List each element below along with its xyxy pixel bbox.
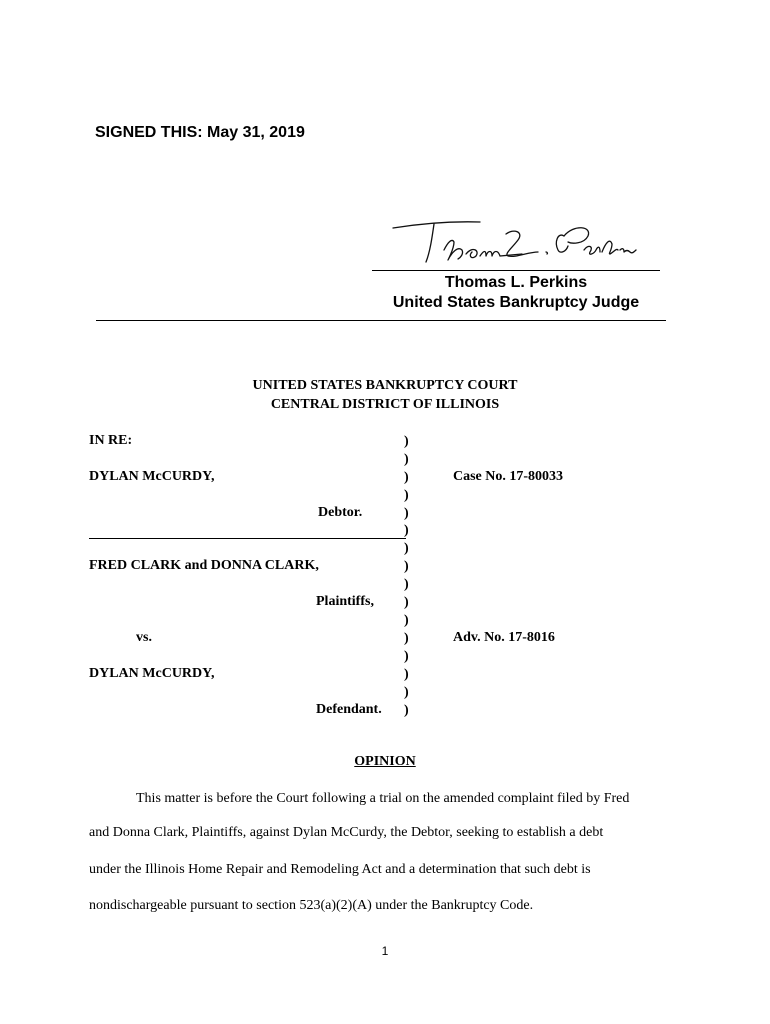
caption-paren: ) (404, 434, 409, 449)
caption-paren: ) (404, 577, 409, 592)
caption-paren: ) (404, 703, 409, 718)
judge-name: Thomas L. Perkins (444, 274, 588, 291)
caption-paren: ) (404, 523, 409, 538)
caption-paren: ) (404, 595, 409, 610)
court-name: UNITED STATES BANKRUPTCY COURT (252, 378, 518, 393)
caption-paren: ) (404, 559, 409, 574)
caption-paren: ) (404, 613, 409, 628)
caption-debtor-name: DYLAN McCURDY, (89, 469, 215, 484)
opinion-text-line: under the Illinois Home Repair and Remodeling Act and a determination that such debt is (89, 862, 591, 877)
caption-paren: ) (404, 667, 409, 682)
adversary-number: Adv. No. 17-8016 (453, 630, 555, 645)
caption-defendant-name: DYLAN McCURDY, (89, 666, 215, 681)
header-divider (96, 320, 666, 321)
caption-paren: ) (404, 488, 409, 503)
page-number: 1 (381, 944, 389, 958)
signature-line (372, 270, 660, 271)
caption-paren: ) (404, 470, 409, 485)
judge-signature-image (388, 212, 638, 268)
opinion-heading: OPINION (354, 754, 416, 769)
case-number: Case No. 17-80033 (453, 469, 564, 484)
signed-date-line: SIGNED THIS: May 31, 2019 (95, 124, 305, 141)
caption-debtor-label: Debtor. (318, 505, 363, 520)
caption-vs: vs. (136, 630, 152, 645)
caption-defendant-label: Defendant. (316, 702, 382, 717)
court-district: CENTRAL DISTRICT OF ILLINOIS (270, 397, 500, 412)
caption-plaintiffs-name: FRED CLARK and DONNA CLARK, (89, 558, 319, 573)
judge-title: United States Bankruptcy Judge (392, 294, 640, 311)
caption-plaintiffs-label: Plaintiffs, (316, 594, 374, 609)
caption-paren: ) (404, 649, 409, 664)
caption-paren: ) (404, 631, 409, 646)
caption-paren: ) (404, 541, 409, 556)
caption-paren: ) (404, 685, 409, 700)
opinion-text-line: This matter is before the Court following a trial on the amended complaint filed by Fred (136, 791, 630, 806)
caption-in-re: IN RE: (89, 433, 133, 448)
caption-paren: ) (404, 452, 409, 467)
caption-paren: ) (404, 506, 409, 521)
opinion-text-line: and Donna Clark, Plaintiffs, against Dylan McCurdy, the Debtor, seeking to establish a debt (89, 825, 604, 840)
caption-divider (89, 538, 406, 539)
opinion-text-line: nondischargeable pursuant to section 523(a)(2)(A) under the Bankruptcy Code. (89, 898, 534, 913)
